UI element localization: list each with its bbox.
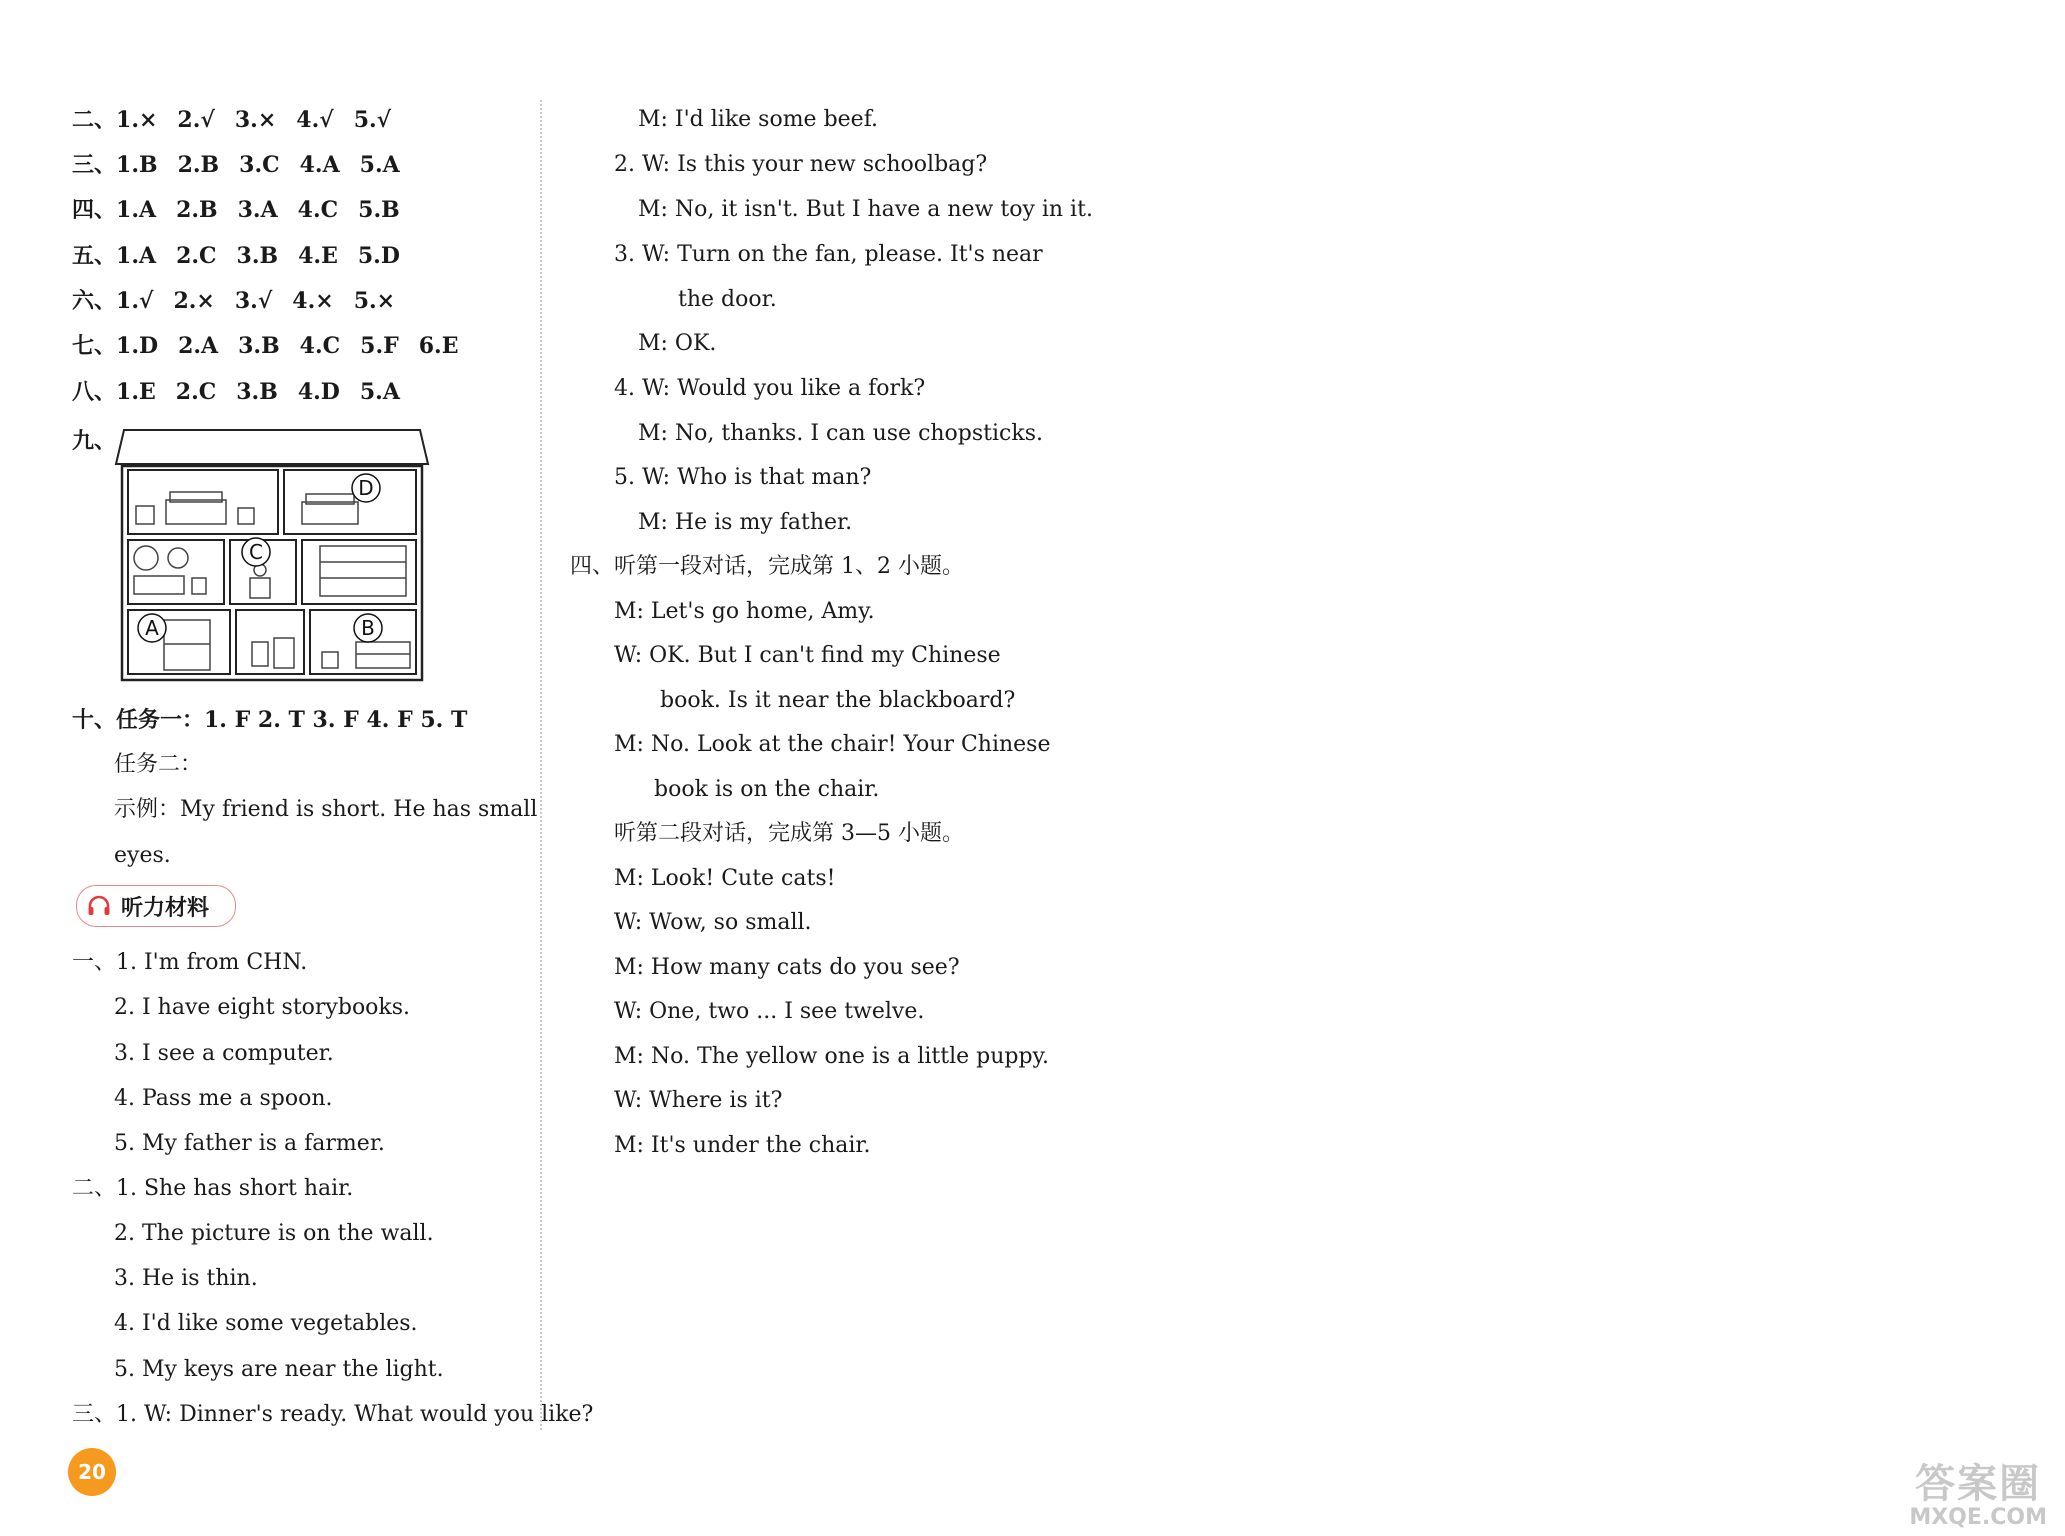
dialogue-line: M: No. The yellow one is a little puppy. (614, 1044, 1050, 1069)
section4-subheading: 听第二段对话，完成第 3—5 小题。 (614, 821, 964, 846)
dialogue-line: 4. W: Would you like a fork? (614, 376, 926, 401)
dialogue-line: W: OK. But I can't find my Chinese (614, 643, 1001, 668)
answer-item: 4.C (297, 197, 339, 223)
listening-materials-title: 听力材料 (121, 895, 210, 921)
answer-item: 4.D (297, 379, 340, 405)
answer-item: 5.B (358, 197, 400, 223)
answer-item: 4.A (299, 152, 340, 178)
answer-item: 5.F (360, 333, 399, 359)
dialogue-line: 3. W: Turn on the fan, please. It's near (614, 242, 1043, 267)
house-mark-a: A (145, 616, 159, 640)
column-divider (540, 100, 542, 1430)
dialogue-line: M: No, thanks. I can use chopsticks. (638, 421, 1043, 446)
section2-line: 3. He is thin. (114, 1266, 258, 1291)
answer-item: 2.√ (177, 107, 215, 133)
listening-materials-heading (76, 885, 236, 927)
answer-item: 2.A (178, 333, 219, 359)
answer-row-7 (72, 332, 459, 361)
answer-item: 3.C (239, 152, 280, 178)
dialogue-line: 2. W: Is this your new schoolbag? (614, 152, 988, 177)
section4-heading: 四、听第一段对话，完成第 1、2 小题。 (570, 554, 964, 579)
house-mark-c: C (249, 540, 263, 564)
dialogue-line: the door. (678, 287, 777, 312)
section1-line: 2. I have eight storybooks. (114, 995, 411, 1020)
dialogue-line: M: I'd like some beef. (638, 107, 879, 132)
dialogue-line: book is on the chair. (654, 777, 880, 802)
answer-item: 5.√ (353, 107, 392, 133)
watermark-url: MXQE.COM (1909, 1505, 2047, 1530)
answer-item: 1.A (116, 197, 157, 223)
row-label: 八、 (72, 379, 117, 405)
section1-line: 3. I see a computer. (114, 1041, 334, 1066)
dialogue-line: W: Where is it? (614, 1088, 783, 1113)
answer-item: 6.E (418, 333, 459, 359)
answer-row-6 (72, 287, 395, 316)
answer-item: 5.× (353, 288, 396, 314)
dialogue-line: M: No, it isn't. But I have a new toy in it. (638, 197, 1093, 222)
dialogue-line: 5. W: Who is that man? (614, 465, 872, 490)
section2-line: 4. I'd like some vegetables. (114, 1311, 418, 1336)
answer-row-8 (72, 378, 400, 407)
answer-item: 3.B (236, 379, 278, 405)
answer-row-3 (72, 151, 400, 180)
dialogue-line: M: How many cats do you see? (614, 955, 960, 980)
section1-line: 5. My father is a farmer. (114, 1131, 385, 1156)
row-label: 三、 (72, 152, 117, 178)
answer-item: 2.C (175, 379, 217, 405)
answer-item: 2.B (177, 152, 220, 178)
dialogue-line: M: He is my father. (638, 510, 853, 535)
row-label: 二、 (72, 107, 117, 133)
answer-item: 1.× (116, 107, 158, 133)
house-mark-d: D (358, 476, 374, 500)
dialogue-line: M: Look! Cute cats! (614, 866, 836, 891)
answer-row-10: 十、任务一：1. F 2. T 3. F 4. F 5. T (72, 707, 468, 733)
section1-line: 一、1. I'm from CHN. (72, 950, 308, 975)
house-diagram (112, 428, 432, 684)
answer-item: 2.× (173, 288, 215, 314)
section2-line: 二、1. She has short hair. (72, 1176, 354, 1201)
task-two-label: 任务二： (114, 752, 203, 777)
answer-item: 3.A (237, 197, 278, 223)
answer-item: 4.× (292, 288, 334, 314)
answer-row-2 (72, 106, 391, 135)
answer-item: 1.√ (116, 288, 154, 314)
row-label: 七、 (72, 333, 117, 359)
section2-line: 2. The picture is on the wall. (114, 1221, 434, 1246)
answer-item: 1.E (116, 379, 156, 405)
row-label-nine: 九、 (72, 428, 117, 454)
row-label: 四、 (72, 197, 117, 223)
dialogue-line: W: Wow, so small. (614, 910, 812, 935)
answer-item: 2.C (176, 243, 217, 269)
dialogue-line: W: One, two ... I see twelve. (614, 999, 925, 1024)
watermark (1909, 1462, 2047, 1530)
house-mark-b: B (361, 616, 375, 640)
row-label: 六、 (72, 288, 117, 314)
dialogue-line: M: No. Look at the chair! Your Chinese (614, 732, 1051, 757)
answer-item: 4.√ (296, 107, 334, 133)
headphones-icon (87, 895, 111, 917)
answer-item: 5.A (359, 379, 400, 405)
answer-item: 3.B (236, 243, 279, 269)
dialogue-line: book. Is it near the blackboard? (660, 688, 1016, 713)
answer-item: 1.B (116, 152, 158, 178)
answer-item: 3.× (234, 107, 277, 133)
answer-row-5 (72, 242, 400, 271)
answer-item: 1.A (116, 243, 157, 269)
page-number: 20 (78, 1460, 106, 1484)
section2-line: 5. My keys are near the light. (114, 1357, 444, 1382)
section3-line: 三、1. W: Dinner's ready. What would you like? (72, 1402, 594, 1427)
answer-item: 4.E (298, 243, 338, 269)
answer-item: 5.A (359, 152, 400, 178)
example-line-1: 示例：My friend is short. He has small (114, 797, 538, 822)
row-label: 五、 (72, 243, 117, 269)
answer-item: 1.D (116, 333, 159, 359)
answer-item: 3.B (238, 333, 280, 359)
answer-item: 4.C (299, 333, 341, 359)
answer-row-4 (72, 196, 400, 225)
answer-item: 5.D (357, 243, 400, 269)
dialogue-line: M: Let's go home, Amy. (614, 599, 875, 624)
section1-line: 4. Pass me a spoon. (114, 1086, 333, 1111)
answer-item: 2.B (176, 197, 218, 223)
watermark-logo: 答案圈 (1915, 1461, 2042, 1507)
example-line-2: eyes. (114, 843, 171, 868)
dialogue-line: M: It's under the chair. (614, 1133, 871, 1158)
answer-item: 3.√ (234, 288, 273, 314)
dialogue-line: M: OK. (638, 331, 717, 356)
page-number-badge (68, 1448, 116, 1496)
